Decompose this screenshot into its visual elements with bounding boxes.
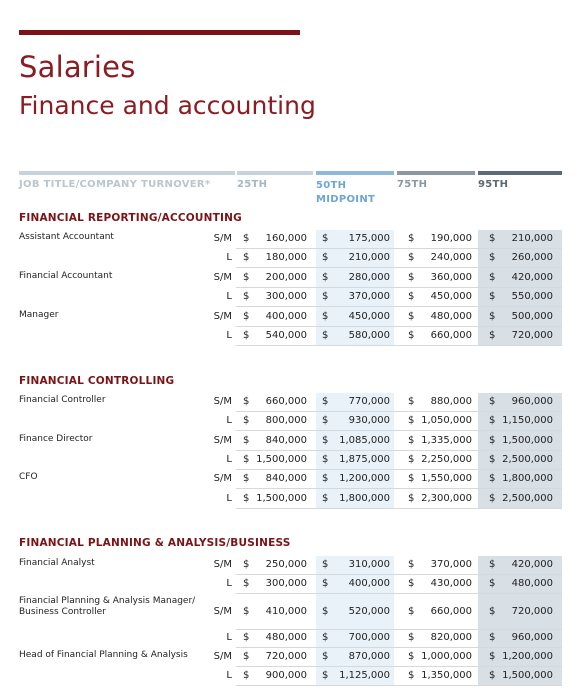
salary-value: 1,800,000 [502,473,553,484]
salary-value: 660,000 [430,606,472,617]
p50-column-stripe [316,171,394,175]
company-size-cell: S/M [213,272,232,283]
job-title-cell: Assistant Accountant [19,232,114,242]
salary-value: 180,000 [265,252,307,263]
salary-value: 480,000 [430,311,472,322]
salary-value: 210,000 [511,233,553,244]
currency-symbol: $ [322,435,329,446]
company-size-cell: S/M [213,396,232,407]
salary-value: 900,000 [265,670,307,681]
salary-value: 450,000 [430,291,472,302]
p25-column-stripe [237,171,313,175]
salary-value: 1,875,000 [339,454,390,465]
currency-symbol: $ [322,651,329,662]
salary-value: 840,000 [265,435,307,446]
currency-symbol: $ [243,454,250,465]
salary-value: 1,335,000 [421,435,472,446]
job-title-cell: CFO [19,472,38,482]
table-row [19,667,562,686]
p50-column-header [316,179,375,207]
salary-value: 880,000 [430,396,472,407]
currency-symbol: $ [243,606,250,617]
salary-value: 720,000 [511,330,553,341]
currency-symbol: $ [243,651,250,662]
currency-symbol: $ [489,272,496,283]
salary-value: 720,000 [511,606,553,617]
currency-symbol: $ [408,272,415,283]
salary-value: 580,000 [348,330,390,341]
salary-value: 700,000 [348,632,390,643]
salary-value: 210,000 [348,252,390,263]
currency-symbol: $ [408,330,415,341]
salary-value: 175,000 [348,233,390,244]
currency-symbol: $ [489,651,496,662]
salary-value: 930,000 [348,415,390,426]
currency-symbol: $ [243,670,250,681]
table-row [19,629,562,648]
table-row [19,648,562,667]
midpoint-label: MIDPOINT [316,194,376,205]
currency-symbol: $ [243,233,250,244]
salary-value: 480,000 [265,632,307,643]
row-divider [236,345,562,346]
company-size-cell: L [226,415,232,426]
currency-symbol: $ [322,291,329,302]
currency-symbol: $ [489,578,496,589]
row-divider [236,306,562,307]
salary-value: 420,000 [511,272,553,283]
currency-symbol: $ [243,291,250,302]
section-title: FINANCIAL CONTROLLING [19,375,175,387]
salary-value: 720,000 [265,651,307,662]
salary-value: 1,200,000 [339,473,390,484]
salary-value: 400,000 [348,578,390,589]
table-row [19,432,562,451]
table-row [19,412,562,431]
currency-symbol: $ [322,670,329,681]
row-divider [236,685,562,686]
job-column-stripe [19,171,235,175]
currency-symbol: $ [489,330,496,341]
salary-value: 480,000 [511,578,553,589]
salary-value: 410,000 [265,606,307,617]
company-size-cell: L [226,632,232,643]
currency-symbol: $ [408,396,415,407]
salary-value: 2,300,000 [421,493,472,504]
currency-symbol: $ [408,670,415,681]
job-title-cell: Financial Accountant [19,271,113,281]
p75-column-header: 75TH [397,179,428,190]
job-title-cell: Financial Analyst [19,558,95,568]
company-size-cell: L [226,291,232,302]
row-divider [236,267,562,268]
p95-column-stripe [478,171,562,175]
currency-symbol: $ [489,606,496,617]
job-title-column-header: JOB TITLE/COMPANY TURNOVER* [19,179,211,190]
salary-value: 840,000 [265,473,307,484]
salary-value: 660,000 [265,396,307,407]
currency-symbol: $ [322,311,329,322]
currency-symbol: $ [489,473,496,484]
header-accent-bar [19,30,300,35]
currency-symbol: $ [322,396,329,407]
salary-value: 1,500,000 [502,435,553,446]
currency-symbol: $ [489,670,496,681]
company-size-cell: S/M [213,559,232,570]
currency-symbol: $ [408,493,415,504]
currency-symbol: $ [408,252,415,263]
job-title-cell: Financial Controller [19,395,106,405]
table-row [19,230,562,249]
currency-symbol: $ [489,435,496,446]
salary-value: 250,000 [265,559,307,570]
table-row [19,269,562,288]
currency-symbol: $ [322,454,329,465]
salary-value: 540,000 [265,330,307,341]
job-title-cell: Head of Financial Planning & Analysis [19,650,188,660]
salary-value: 420,000 [511,559,553,570]
salary-value: 1,350,000 [421,670,472,681]
salary-value: 450,000 [348,311,390,322]
salary-value: 1,500,000 [256,454,307,465]
salary-value: 1,085,000 [339,435,390,446]
row-divider [236,508,562,509]
currency-symbol: $ [243,396,250,407]
salary-value: 400,000 [265,311,307,322]
salary-value: 370,000 [430,559,472,570]
currency-symbol: $ [322,415,329,426]
currency-symbol: $ [489,559,496,570]
currency-symbol: $ [243,415,250,426]
currency-symbol: $ [322,272,329,283]
row-divider [236,430,562,431]
salary-value: 1,150,000 [502,415,553,426]
salary-value: 190,000 [430,233,472,244]
currency-symbol: $ [408,454,415,465]
company-size-cell: L [226,670,232,681]
salary-value: 1,050,000 [421,415,472,426]
salary-value: 370,000 [348,291,390,302]
currency-symbol: $ [243,311,250,322]
salary-value: 300,000 [265,291,307,302]
currency-symbol: $ [322,493,329,504]
currency-symbol: $ [408,606,415,617]
salary-value: 240,000 [430,252,472,263]
salary-value: 2,250,000 [421,454,472,465]
currency-symbol: $ [489,415,496,426]
salary-value: 820,000 [430,632,472,643]
company-size-cell: S/M [213,651,232,662]
company-size-cell: S/M [213,435,232,446]
company-size-cell: S/M [213,311,232,322]
table-row [19,393,562,412]
section-title: FINANCIAL REPORTING/ACCOUNTING [19,212,242,224]
currency-symbol: $ [322,252,329,263]
salary-value: 520,000 [348,606,390,617]
job-title-cell: Financial Planning & Analysis Manager/ Business Controller [19,596,196,617]
salary-value: 160,000 [265,233,307,244]
table-row [19,249,562,268]
page-subtitle: Finance and accounting [19,91,316,120]
salary-value: 200,000 [265,272,307,283]
currency-symbol: $ [243,272,250,283]
salary-value: 360,000 [430,272,472,283]
salary-value: 770,000 [348,396,390,407]
currency-symbol: $ [408,435,415,446]
salary-value: 1,000,000 [421,651,472,662]
salary-value: 1,800,000 [339,493,390,504]
currency-symbol: $ [489,493,496,504]
currency-symbol: $ [322,330,329,341]
row-divider [236,488,562,489]
currency-symbol: $ [489,632,496,643]
p95-column-header: 95TH [478,179,509,190]
salary-value: 2,500,000 [502,454,553,465]
company-size-cell: L [226,578,232,589]
currency-symbol: $ [408,632,415,643]
company-size-cell: L [226,454,232,465]
table-row [19,327,562,346]
salary-value: 1,200,000 [502,651,553,662]
table-row [19,451,562,470]
salary-value: 960,000 [511,396,553,407]
currency-symbol: $ [322,632,329,643]
currency-symbol: $ [243,330,250,341]
salary-value: 300,000 [265,578,307,589]
company-size-cell: S/M [213,473,232,484]
currency-symbol: $ [489,454,496,465]
company-size-cell: L [226,252,232,263]
salary-value: 800,000 [265,415,307,426]
currency-symbol: $ [489,311,496,322]
currency-symbol: $ [408,311,415,322]
salary-value: 660,000 [430,330,472,341]
table-row [19,308,562,327]
salary-value: 310,000 [348,559,390,570]
table-row [19,594,562,630]
currency-symbol: $ [408,291,415,302]
salary-value: 1,550,000 [421,473,472,484]
company-size-cell: L [226,330,232,341]
table-row [19,470,562,489]
section-title: FINANCIAL PLANNING & ANALYSIS/BUSINESS [19,537,291,549]
currency-symbol: $ [408,415,415,426]
table-row [19,575,562,594]
page-title: Salaries [19,50,136,84]
p25-column-header: 25TH [237,179,268,190]
table-row [19,490,562,509]
company-size-cell: S/M [213,606,232,617]
salary-value: 550,000 [511,291,553,302]
salary-value: 430,000 [430,578,472,589]
company-size-cell: S/M [213,233,232,244]
currency-symbol: $ [489,233,496,244]
currency-symbol: $ [489,252,496,263]
salary-value: 870,000 [348,651,390,662]
currency-symbol: $ [408,233,415,244]
currency-symbol: $ [322,233,329,244]
currency-symbol: $ [243,578,250,589]
currency-symbol: $ [408,651,415,662]
currency-symbol: $ [243,559,250,570]
salary-value: 960,000 [511,632,553,643]
salary-value: 500,000 [511,311,553,322]
salary-value: 1,500,000 [256,493,307,504]
salary-value: 1,125,000 [339,670,390,681]
job-title-cell: Manager [19,310,59,320]
currency-symbol: $ [243,435,250,446]
company-size-cell: L [226,493,232,504]
currency-symbol: $ [408,578,415,589]
currency-symbol: $ [322,578,329,589]
currency-symbol: $ [322,606,329,617]
currency-symbol: $ [243,473,250,484]
currency-symbol: $ [322,473,329,484]
currency-symbol: $ [243,252,250,263]
salary-value: 2,500,000 [502,493,553,504]
salary-value: 280,000 [348,272,390,283]
currency-symbol: $ [489,396,496,407]
salary-value: 1,500,000 [502,670,553,681]
currency-symbol: $ [408,559,415,570]
salary-value: 260,000 [511,252,553,263]
job-title-cell: Finance Director [19,434,93,444]
table-row [19,556,562,575]
currency-symbol: $ [243,493,250,504]
currency-symbol: $ [489,291,496,302]
currency-symbol: $ [322,559,329,570]
table-row [19,288,562,307]
currency-symbol: $ [243,632,250,643]
p50-label: 50TH [316,180,347,191]
currency-symbol: $ [408,473,415,484]
p75-column-stripe [397,171,475,175]
